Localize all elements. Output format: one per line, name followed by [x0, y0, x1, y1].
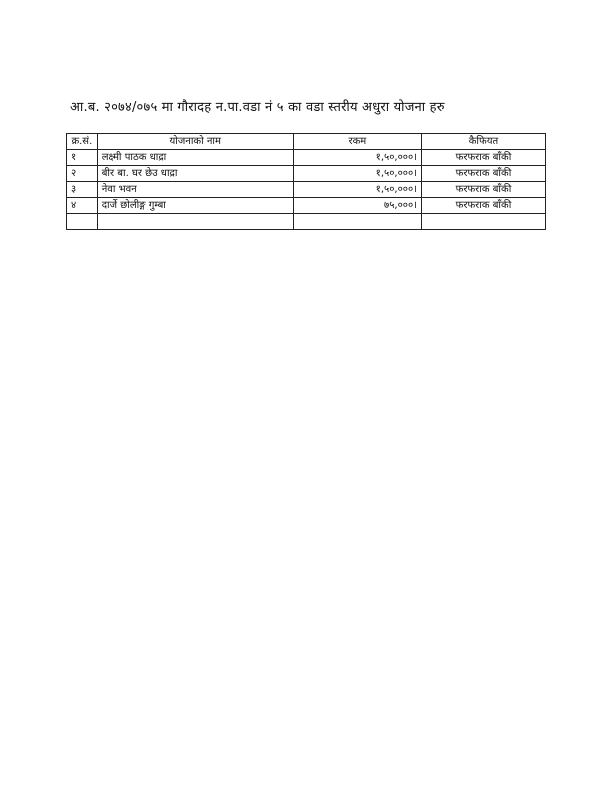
row-amount: १,५०,०००। [293, 150, 421, 166]
header-amount: रकम [293, 134, 421, 150]
row-amount: १,५०,०००। [293, 182, 421, 198]
row-plan-name: नेवा भवन [97, 182, 293, 198]
table-header-row [67, 134, 546, 150]
row-serial-number: ४ [67, 198, 98, 214]
table-row [67, 182, 546, 198]
row-amount: ७५,०००। [293, 198, 421, 214]
row-remarks: फरफराक बाँकी [421, 166, 545, 182]
row-serial-number: ३ [67, 182, 98, 198]
row-serial-number: २ [67, 166, 98, 182]
row-serial-number: १ [67, 150, 98, 166]
row-remarks: फरफराक बाँकी [421, 150, 545, 166]
incomplete-plans-table [66, 133, 546, 230]
table-row [67, 150, 546, 166]
header-serial-number: क्र.सं. [67, 134, 98, 150]
row-plan-name: दार्जे छोलीङ्ग गुम्बा [97, 198, 293, 214]
header-plan-name: योजनाको नाम [97, 134, 293, 150]
row-remarks [421, 214, 545, 230]
row-amount [293, 214, 421, 230]
header-remarks: कैफियत [421, 134, 545, 150]
row-plan-name: लक्ष्मी पाठक धाद्रा [97, 150, 293, 166]
row-amount: १,५०,०००। [293, 166, 421, 182]
table-row-empty [67, 214, 546, 230]
row-plan-name: बीर बा. घर छेउ धाद्रा [97, 166, 293, 182]
row-serial-number [67, 214, 98, 230]
row-remarks: फरफराक बाँकी [421, 198, 545, 214]
row-plan-name [97, 214, 293, 230]
document-title: आ.ब. २०७४/०७५ मा गौरादह न.पा.वडा नं ५ का वडा स्तरीय अधुरा योजना हरु [70, 100, 445, 115]
row-remarks: फरफराक बाँकी [421, 182, 545, 198]
table-row [67, 166, 546, 182]
table-row [67, 198, 546, 214]
